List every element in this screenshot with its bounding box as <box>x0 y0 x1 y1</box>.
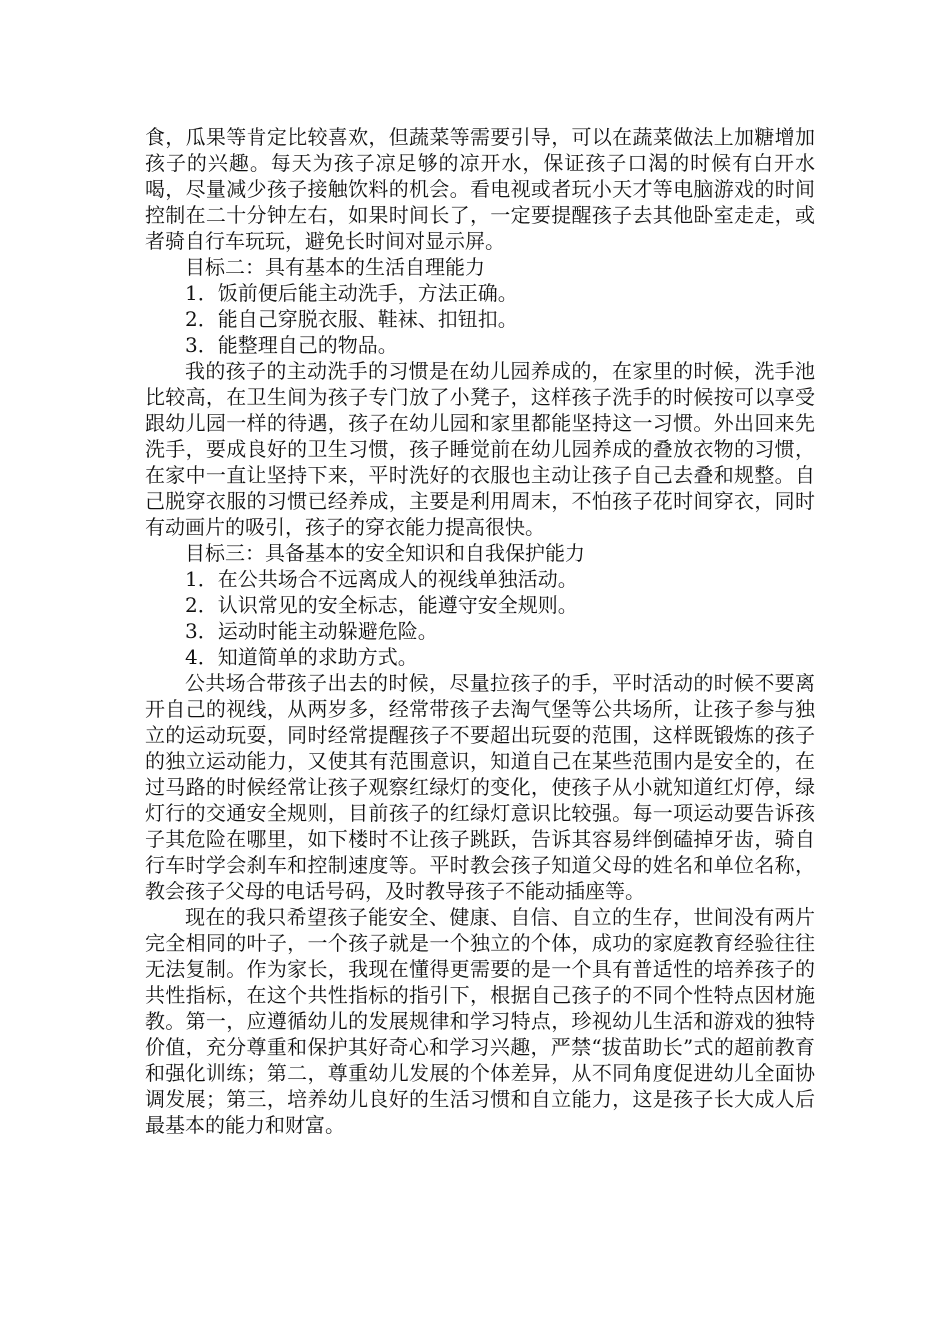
list-item-goal-three-4: 4．知道简单的求助方式。 <box>185 645 418 669</box>
list-item-goal-three-3: 3．运动时能主动躲避危险。 <box>185 619 438 643</box>
paragraph-safety: 公共场合带孩子出去的时候，尽量拉孩子的手，平时活动的时候不要离开自己的视线，从两岁多，经常带孩子去淘气堡等公共场所，让孩子参与独立的运动玩耍，同时经常提醒孩子不要超出玩耍的范围，这样既锻炼的孩子的独立运动能力，又使其有范围意识，知道自己在某些范围内是安全的，在过马路的时候经常让孩子观察红绿灯的变化，使孩子从小就知道红灯停，绿灯行的交通安全规则，目前孩子的红绿灯意识比较强。每一项运动要告诉孩子其危险在哪里，如下楼时不让孩子跳跃，告诉其容易绊倒磕掉牙齿，骑自行车时学会刹车和控制速度等。平时教会孩子知道父母的姓名和单位名称，教会孩子父母的电话号码，及时教导孩子不能动插座等。 <box>145 671 815 903</box>
paragraph-self-care: 我的孩子的主动洗手的习惯是在幼儿园养成的，在家里的时候，洗手池比较高，在卫生间为孩子专门放了小凳子，这样孩子洗手的时候按可以享受跟幼儿园一样的待遇，孩子在幼儿园和家里都能坚持这一习惯。外出回来先洗手，要成良好的卫生习惯，孩子睡觉前在幼儿园养成的叠放衣物的习惯，在家中一直让坚持下来，平时洗好的衣服也主动让孩子自己去叠和规整。自己脱穿衣服的习惯已经养成，主要是利用周末，不怕孩子花时间穿衣，同时有动画片的吸引，孩子的穿衣能力提高很快。 <box>145 359 815 539</box>
paragraph-diet-habits: 食，瓜果等肯定比较喜欢，但蔬菜等需要引导，可以在蔬菜做法上加糖增加孩子的兴趣。每天为孩子凉足够的凉开水，保证孩子口渴的时候有白开水喝，尽量减少孩子接触饮料的机会。看电视或者玩小天才等电脑游戏的时间控制在二十分钟左右，如果时间长了，一定要提醒孩子去其他卧室走走，或者骑自行车玩玩，避免长时间对显示屏。 <box>145 125 815 253</box>
list-item-goal-two-3: 3．能整理自己的物品。 <box>185 333 398 357</box>
document-body <box>145 124 815 1138</box>
heading-goal-three: 目标三：具备基本的安全知识和自我保护能力 <box>185 541 585 565</box>
list-item-goal-two-2: 2．能自己穿脱衣服、鞋袜、扣钮扣。 <box>185 307 518 331</box>
list-item-goal-three-1: 1．在公共场合不远离成人的视线单独活动。 <box>185 567 578 591</box>
list-item-goal-three-2: 2．认识常见的安全标志，能遵守安全规则。 <box>185 593 578 617</box>
paragraph-conclusion: 现在的我只希望孩子能安全、健康、自信、自立的生存，世间没有两片完全相同的叶子，一个孩子就是一个独立的个体，成功的家庭教育经验往往无法复制。作为家长，我现在懂得更需要的是一个具有普适性的培养孩子的共性指标，在这个共性指标的指引下，根据自己孩子的不同个性特点因材施教。第一，应遵循幼儿的发展规律和学习特点，珍视幼儿生活和游戏的独特价值，充分尊重和保护其好奇心和学习兴趣，严禁“拔苗助长”式的超前教育和强化训练；第二，尊重幼儿发展的个体差异，从不同角度促进幼儿全面协调发展；第三，培养幼儿良好的生活习惯和自立能力，这是孩子长大成人后最基本的能力和财富。 <box>145 905 815 1137</box>
heading-goal-two: 目标二：具有基本的生活自理能力 <box>185 255 485 279</box>
list-item-goal-two-1: 1．饭前便后能主动洗手，方法正确。 <box>185 281 518 305</box>
